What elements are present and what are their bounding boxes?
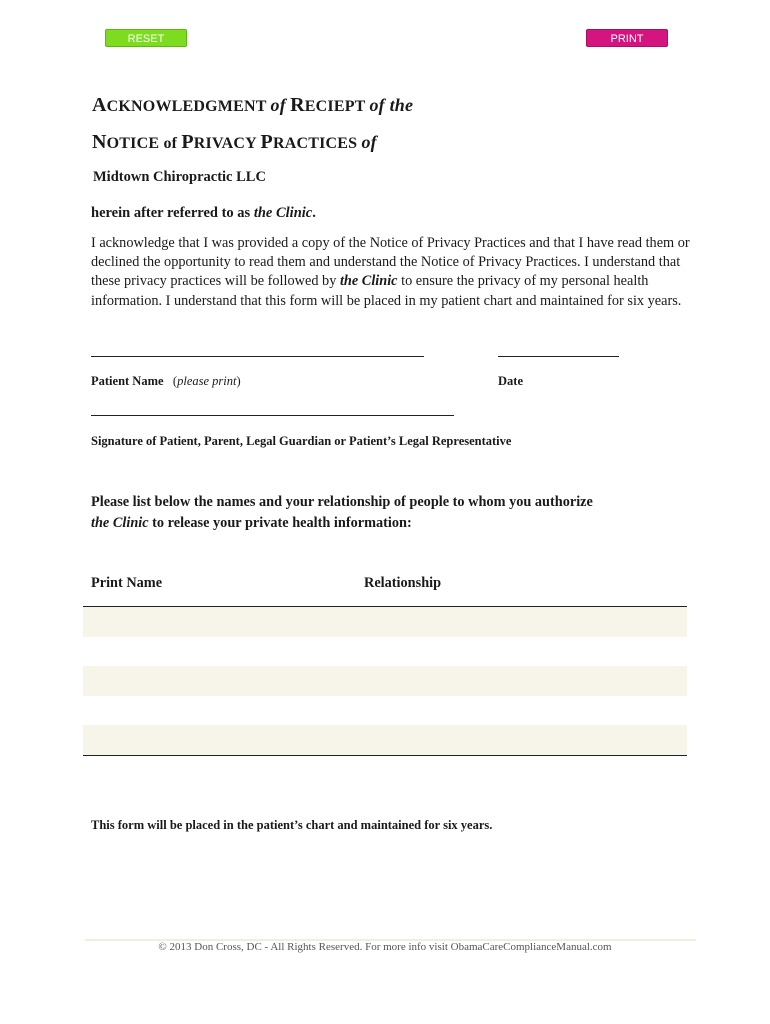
signature-label: Signature of Patient, Parent, Legal Guardian or Patient’s Legal Representative	[91, 434, 512, 448]
reset-button[interactable]: RESET	[105, 29, 187, 47]
footer-copyright: © 2013 Don Cross, DC - All Rights Reserved. For more info visit ObamaCareComplianceManual.com	[158, 941, 612, 953]
title-line-1: ACKNOWLEDGMENT of RECIEPT of the	[92, 94, 414, 116]
relationship-column-header: Relationship	[364, 575, 442, 591]
patient-name-label: Patient Name (please print)	[91, 374, 241, 388]
title-line-2: NOTICE of PRIVACY PRACTICES of	[92, 131, 377, 153]
table-bottom-rule	[83, 755, 687, 756]
date-field[interactable]	[498, 356, 619, 357]
date-label: Date	[498, 374, 523, 388]
authorized-persons-table	[83, 606, 687, 756]
print-name-column-header: Print Name	[91, 575, 163, 591]
clinic-name: Midtown Chiropractic LLC	[93, 169, 266, 185]
chart-placement-note: This form will be placed in the patient’s chart and maintained for six years.	[91, 818, 493, 832]
table-row[interactable]	[83, 696, 687, 726]
signature-field[interactable]	[91, 415, 454, 416]
table-row[interactable]	[83, 725, 687, 755]
table-row[interactable]	[83, 637, 687, 667]
table-row[interactable]	[83, 607, 687, 637]
herein-line: herein after referred to as the Clinic.	[91, 205, 316, 221]
authorize-instructions: Please list below the names and your relationship of people to whom you authorize the Clinic to release your private health information:	[91, 494, 593, 531]
table-row[interactable]	[83, 666, 687, 696]
print-button[interactable]: PRINT	[586, 29, 668, 47]
acknowledgment-paragraph: I acknowledge that I was provided a copy of the Notice of Privacy Practices and that I have read them or declined the opportunity to read them and understand the Notice of Privacy Practices. I understand that these privacy practices will be followed by the Clinic to ensure the privacy of my personal health information. I understand that this form will be placed in my patient chart and maintained for six years.	[91, 235, 690, 309]
patient-name-field[interactable]	[91, 356, 424, 357]
